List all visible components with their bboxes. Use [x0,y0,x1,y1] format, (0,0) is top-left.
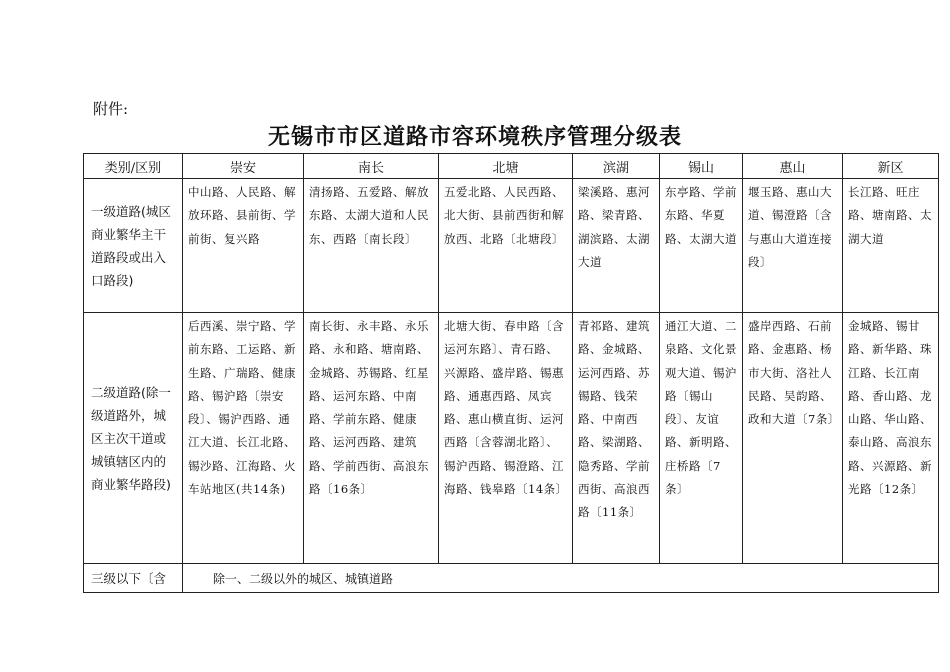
header-xishan: 锡山 [660,154,743,179]
table-row-level3 [84,564,939,593]
table-cell: 五爱北路、人民西路、北大街、县前西街和解放西、北路〔北塘段〕 [439,179,573,313]
table-row-level1 [84,179,939,313]
document-title: 无锡市市区道路市容环境秩序管理分级表 [267,124,682,150]
table-cell: 金城路、锡甘路、新华路、珠江路、长江南路、香山路、龙山路、华山路、泰山路、高浪东路、兴源路、新光路〔12条〕 [843,313,939,564]
table-cell: 青祁路、建筑路、金城路、运河西路、苏锡路、钱荣路、中南西路、梁湖路、隐秀路、学前西街、高浪西路〔11条〕 [573,313,660,564]
table-cell: 长江路、旺庄路、塘南路、太湖大道 [843,179,939,313]
table-header-row [84,154,939,179]
attachment-label: 附件: [93,100,129,118]
header-chongan: 崇安 [183,154,304,179]
category-level1: 一级道路(城区商业繁华主干道路段或出入口路段) [84,179,183,313]
category-level2: 二级道路(除一级道路外，城区主次干道或城镇辖区内的商业繁华路段) [84,313,183,564]
header-beitang: 北塘 [439,154,573,179]
category-level3: 三级以下〔含 [84,564,183,593]
level3-description: 除一、二级以外的城区、城镇道路 [183,564,939,593]
table-cell: 东亭路、学前东路、华夏路、太湖大道 [660,179,743,313]
header-category: 类别/区别 [84,154,183,179]
header-binhu: 滨湖 [573,154,660,179]
table-cell: 后西溪、崇宁路、学前东路、工运路、新生路、广瑞路、健康路、锡沪路〔崇安段〕、锡沪西路、通江大道、长江北路、锡沙路、江海路、火车站地区(共14条) [183,313,304,564]
table-cell: 通江大道、二泉路、文化景观大道、锡沪路〔锡山段〕、友谊路、新明路、庄桥路〔7条〕 [660,313,743,564]
table-cell: 盛岸西路、石前路、金惠路、杨市大街、洛社人民路、吴韵路、政和大道〔7条〕 [743,313,843,564]
header-nanchang: 南长 [304,154,439,179]
table-row-level2 [84,313,939,564]
table-cell: 堰玉路、惠山大道、锡澄路〔含与惠山大道连接段〕 [743,179,843,313]
table-cell: 梁溪路、惠河路、梁青路、湖滨路、太湖大道 [573,179,660,313]
header-huishan: 惠山 [743,154,843,179]
header-xinqu: 新区 [843,154,939,179]
table-cell: 北塘大街、春申路〔含运河东路〕、青石路、兴源路、盛岸路、锡惠路、通惠西路、凤宾路、惠山横直街、运河西路〔含蓉湖北路〕、锡沪西路、锡澄路、江海路、钱皋路〔14条〕 [439,313,573,564]
road-classification-table [83,153,939,593]
table-cell: 南长街、永丰路、永乐路、永和路、塘南路、金城路、苏锡路、红星路、运河东路、中南路、学前东路、健康路、运河西路、建筑路、学前西街、高浪东路〔16条〕 [304,313,439,564]
table-cell: 清扬路、五爱路、解放东路、太湖大道和人民东、西路〔南长段〕 [304,179,439,313]
table-cell: 中山路、人民路、解放环路、县前街、学前街、复兴路 [183,179,304,313]
